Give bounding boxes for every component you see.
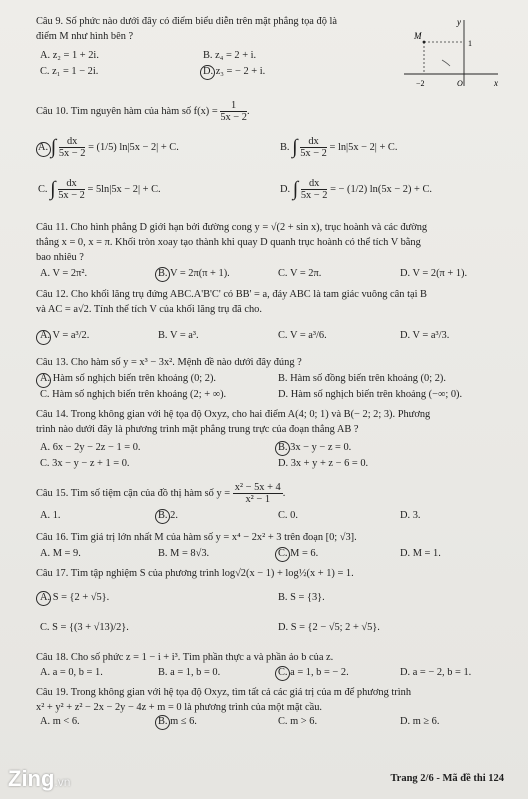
q16-option-d: D. M = 1. [400,548,441,559]
q12-option-d: D. V = a³/3. [400,330,450,341]
q19-stem [36,685,508,715]
q11-stem [36,220,508,265]
answer-mark-q10 [36,142,51,157]
q18-option-d: D. a = − 2, b = 1. [400,667,472,678]
q18-stem: Câu 18. Cho số phức z = 1 − i + i³. Tìm phần thực a và phần ảo b của z. [36,652,334,663]
q9-option-c: C. z₁ = 1 − 2i. [40,66,99,77]
q11-stem-line2: thẳng x = 0, x = π. Khối tròn xoay tạo thành khi quay D quanh trục hoành có thể tích V bằng [36,237,421,248]
q13-option-d: D. Hàm số nghịch biến trên khoảng (−∞; 0). [278,389,463,400]
origin-label: O [457,79,463,88]
q17-option-c: C. S = {(3 + √13)/2}. [40,622,129,633]
q10-option-d [280,178,432,201]
q15-option-c: C. 0. [278,510,298,521]
q10-b-letter: B. [280,141,290,153]
q10-b-den: 5x − 2 [300,148,327,159]
logo-sub: .vn [54,775,71,789]
q14-option-c: C. 3x − y − z + 1 = 0. [40,458,130,469]
axis-y-label: y [457,17,461,27]
q18-option-b: B. a = 1, b = 0. [158,667,221,678]
q9-option-d: D. z₃ = − 2 + i. [203,66,266,77]
q12-stem-line1: Câu 12. Cho khối lăng trụ đứng ABC.A'B'C' có BB' = a, đáy ABC là tam giác vuông cân tại B [36,289,427,300]
page-footer: Trang 2/6 - Mã đề thi 124 [390,773,504,784]
q10-c-frac [58,178,85,201]
q17-stem: Câu 17. Tìm tập nghiệm S của phương trình log√2(x − 1) + log½(x + 1) = 1. [36,568,354,579]
q15-option-a: A. 1. [40,510,61,521]
q15-num: x² − 5x + 4 [234,482,281,493]
q9-stem [36,14,398,44]
q10-b-num: dx [300,136,327,148]
q10-stem: Câu 10. Tìm nguyên hàm của hàm số f(x) = $\frac{1}{5x - 2}$ . [36,100,250,123]
q15-stem: Câu 15. Tìm số tiệm cận của đồ thị hàm số y = $\frac{\text{x² − 5x + 4}}{\text{x² − 1}}$ . [36,482,286,505]
zing-logo [8,766,70,792]
q10-option-b [280,136,397,159]
q11-option-d: D. V = 2(π + 1). [400,268,468,279]
q19-option-c: C. m > 6. [278,716,318,727]
q11-stem-line1: Câu 11. Cho hình phẳng D giới hạn bởi đường cong y = √(2 + sin x), trục hoành và các đường [36,222,428,233]
answer-mark-q12 [36,330,51,345]
q16-stem: Câu 16. Tìm giá trị lớn nhất M của hàm số y = x⁴ − 2x² + 3 trên đoạn [0; √3]. [36,532,357,543]
q10-b-expr: = ln|5x − 2| + C. [329,141,398,153]
q10-a-expr: = (1/5) ln|5x − 2| + C. [88,141,179,153]
q16-option-c: C. M = 6. [278,548,319,559]
tick-1: 1 [468,39,472,48]
answer-mark-q11 [155,267,170,282]
q9-option-a: A. z₂ = 1 + 2i. [40,50,99,61]
answer-mark-q16 [275,547,290,562]
answer-mark-q18 [275,666,290,681]
q10-c-den: 5x − 2 [58,190,85,201]
q15-option-d: D. 3. [400,510,421,521]
answer-mark-q14 [275,441,290,456]
logo-main: Zing [8,766,55,791]
q10-b-frac [300,136,327,159]
q9-stem-line1: Câu 9. Số phức nào dưới đây có điểm biểu diễn trên mặt phẳng tọa độ là [36,16,337,27]
q11-option-b: B. V = 2π(π + 1). [158,268,230,279]
tick-minus2: −2 [416,79,425,88]
q19-stem-line2: x² + y² + z² − 2x − 2y − 4z + m = 0 là phương trình của một mặt cầu. [36,702,322,713]
q14-option-d: D. 3x + y + z − 6 = 0. [278,458,369,469]
answer-mark-q19 [155,715,170,730]
q16-option-b: B. M = 8√3. [158,548,210,559]
q19-option-a: A. m < 6. [40,716,80,727]
q12-option-a: A. V = a³/2. [40,330,90,341]
q14-option-a: A. 6x − 2y − 2z − 1 = 0. [40,442,141,453]
q10-d-expr: = − (1/2) ln(5x − 2) + C. [330,183,433,195]
q11-option-c: C. V = 2π. [278,268,322,279]
q13-option-c: C. Hàm số nghịch biến trên khoảng (2; + ∞). [40,389,227,400]
answer-mark-q13 [36,373,51,388]
answer-mark-q9 [200,65,215,80]
q10-option-a [38,136,179,159]
answer-mark-q15 [155,509,170,524]
q10-d-frac [301,178,328,201]
q10-a-den: 5x − 2 [58,148,86,159]
q17-option-b: B. S = {3}. [278,592,325,603]
q10-d-letter: D. [280,183,291,195]
q13-option-b: B. Hàm số đồng biến trên khoảng (0; 2). [278,373,446,384]
q12-stem-line2: và AC = a√2. Tính thể tích V của khối lăng trụ đã cho. [36,304,262,315]
q10-a-num: dx [59,136,86,148]
q9-coordinate-graph [402,16,502,94]
q19-option-b: B. m ≤ 6. [158,716,197,727]
axis-x-label: x [494,78,498,88]
integral-sign: ∫ [292,136,298,158]
q11-option-a: A. V = 2π². [40,268,88,279]
q13-stem: Câu 13. Cho hàm số y = x³ − 3x². Mệnh đề nào dưới đây đúng ? [36,357,302,368]
q16-option-a: A. M = 9. [40,548,81,559]
q10-f-num: 1 [220,100,247,112]
q14-option-b: B. 3x − y − z = 0. [278,442,352,453]
q11-stem-line3: bao nhiêu ? [36,252,84,263]
q10-stem-text: Câu 10. Tìm nguyên hàm của hàm số f(x) = [36,105,218,117]
q10-c-letter: C. [38,183,48,195]
q18-option-a: A. a = 0, b = 1. [40,667,103,678]
q10-d-num: dx [301,178,328,190]
q15-fraction [233,482,283,505]
q19-option-d: D. m ≥ 6. [400,716,440,727]
q12-option-c: C. V = a³/6. [278,330,327,341]
q14-stem-line1: Câu 14. Trong không gian với hệ tọa độ Oxyz, cho hai điểm A(4; 0; 1) và B(− 2; 2; 3). Phương [36,409,431,420]
q17-option-a: A. S = {2 + √5}. [40,592,110,603]
q13-option-a: A. Hàm số nghịch biến trên khoảng (0; 2). [40,373,217,384]
q19-stem-line1: Câu 19. Trong không gian với hệ tọa độ Oxyz, tìm tất cả các giá trị của m để phương trình [36,687,412,698]
q10-c-expr: = 5ln|5x − 2| + C. [87,183,161,195]
q14-stem-line2: trình nào dưới đây là phương trình mặt phẳng trung trực của đoạn thẳng AB ? [36,424,359,435]
q10-f-fraction [220,100,247,123]
q15-den: x² − 1 [245,494,271,505]
point-m-label: M [414,31,422,41]
q18-option-c: C. a = 1, b = − 2. [278,667,349,678]
q10-f-den: 5x − 2 [220,112,247,123]
point-m [423,41,426,44]
q12-stem [36,287,508,317]
q10-option-c [38,178,161,201]
integral-sign: ∫ [292,178,299,200]
q10-c-num: dx [58,178,85,190]
answer-mark-q17 [36,591,51,606]
q9-stem-line2: điểm M như hình bên ? [36,31,134,42]
q14-stem [36,407,508,437]
q10-a-frac [59,136,86,159]
q17-option-d: D. S = {2 − √5; 2 + √5}. [278,622,380,633]
q10-a-letter: A. [38,141,49,153]
q15-option-b: B. 2. [158,510,178,521]
integral-sign: ∫ [50,178,56,200]
q10-d-den: 5x − 2 [300,190,328,201]
pencil-stroke [442,60,450,66]
q12-option-b: B. V = a³. [158,330,199,341]
q15-stem-text: Câu 15. Tìm số tiệm cận của đồ thị hàm số y = [36,487,231,499]
integral-sign: ∫ [50,136,57,158]
q9-option-b: B. z₄ = 2 + i. [203,50,257,61]
